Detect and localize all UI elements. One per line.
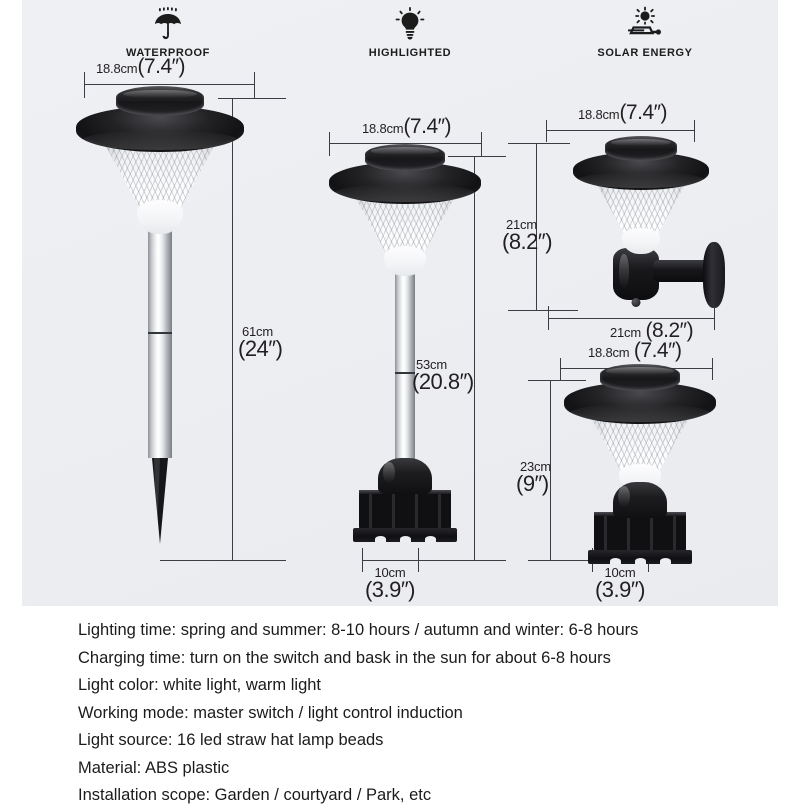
- dimension-in: (8.2″): [645, 319, 694, 342]
- dimension-in: (8.2″): [502, 229, 553, 255]
- post-bottom-guide: [528, 560, 590, 561]
- dimension-in: (7.4″): [137, 55, 186, 78]
- wall-width-tick-right: [694, 120, 695, 142]
- dimension-cm: 61cm: [242, 324, 273, 339]
- stake-lamp-illustration: [60, 80, 260, 580]
- wall-depth-tick-right: [714, 306, 715, 330]
- spec-line: Material: ABS plastic: [78, 758, 230, 777]
- base-notch: [375, 536, 386, 542]
- stake-width-dimension: [96, 56, 185, 77]
- wall-width-tick-left: [546, 120, 547, 142]
- spec-line: Charging time: turn on the switch and bask in the sun for about 6-8 hours: [78, 648, 611, 667]
- pillar-width-tick-left: [329, 132, 330, 156]
- post-width-tick-left: [560, 358, 561, 380]
- dimension-cm: 18.8cm: [362, 121, 404, 136]
- wall-height-dimension: [502, 218, 552, 254]
- dimension-in: (7.4″): [633, 339, 682, 362]
- dimension-cm: 10cm: [604, 565, 636, 580]
- umbrella-rain-icon: [68, 6, 268, 40]
- feature-label: SOLAR ENERGY: [597, 47, 693, 59]
- post-height-dimension: [516, 460, 551, 496]
- wall-width-dimension: [578, 102, 667, 123]
- stake-width-rule: [84, 84, 254, 85]
- post-base-dimension: [585, 566, 655, 602]
- dimension-cm: 23cm: [520, 459, 551, 474]
- base-notch: [660, 558, 671, 564]
- wall-lamp-illustration: [545, 130, 735, 320]
- wall-depth-tick-left: [548, 306, 549, 330]
- stake-top-guide: [218, 98, 286, 99]
- dimension-in: (3.9″): [364, 577, 416, 603]
- feature-solar-energy: [545, 6, 745, 59]
- feature-highlighted: [310, 6, 510, 59]
- dimension-cm: 21cm: [506, 217, 537, 232]
- pillar-base-dimension: [355, 566, 425, 602]
- light-bulb-icon: [310, 6, 510, 40]
- dimension-cm: 18.8cm: [578, 107, 620, 122]
- stake-height-dimension: [238, 325, 282, 361]
- wall-mount-plate: [703, 242, 725, 308]
- solar-panel-sun-icon: [545, 6, 745, 40]
- base-notch: [425, 536, 436, 542]
- dimension-in: (20.8″): [412, 369, 474, 395]
- pillar-width-tick-right: [481, 132, 482, 156]
- dimension-cm: 18.8cm: [588, 345, 630, 360]
- base-notch: [610, 558, 621, 564]
- dimension-in: (3.9″): [594, 577, 646, 603]
- post-top-guide: [528, 380, 586, 381]
- pillar-lamp-illustration: [315, 140, 495, 570]
- post-width-tick-right: [712, 358, 713, 380]
- feature-waterproof: [68, 6, 268, 59]
- wall-width-rule: [546, 130, 694, 131]
- pillar-bottom-guide: [418, 560, 506, 561]
- dimension-cm: 18.8cm: [96, 61, 138, 76]
- dimension-in: (9″): [516, 471, 549, 497]
- dimension-cm: 53cm: [416, 357, 447, 372]
- wall-depth-dimension: [610, 320, 693, 341]
- spec-line: Lighting time: spring and summer: 8-10 hours / autumn and winter: 6-8 hours: [78, 621, 639, 639]
- spec-line: Installation scope: Garden / courtyard / Park, etc: [78, 786, 432, 804]
- wall-bottom-guide: [508, 310, 578, 311]
- post-lamp-illustration: [545, 360, 735, 570]
- dimension-in: (7.4″): [403, 115, 452, 138]
- pillar-top-guide: [448, 156, 506, 157]
- post-width-dimension: [588, 340, 682, 361]
- spec-line: Light color: white light, warm light: [78, 676, 322, 694]
- dimension-cm: 10cm: [374, 565, 406, 580]
- pillar-base-rule: [362, 560, 418, 561]
- stake-width-tick-left: [84, 72, 85, 98]
- dimension-in: (24″): [238, 336, 283, 362]
- stake-height-rule: [232, 98, 233, 560]
- pillar-height-dimension: [412, 358, 474, 394]
- pillar-height-rule: [474, 156, 475, 560]
- stake-bottom-guide: [160, 560, 286, 561]
- dimension-cm: 21cm: [610, 325, 641, 340]
- specification-list: [78, 617, 778, 810]
- base-notch: [635, 558, 646, 564]
- feature-label: HIGHLIGHTED: [368, 47, 452, 59]
- spec-line: Light source: 16 led straw hat lamp beads: [78, 731, 384, 749]
- wall-bracket-knob: [632, 298, 641, 307]
- stake-width-tick-right: [254, 72, 255, 98]
- dimension-in: (7.4″): [619, 101, 668, 124]
- base-notch: [400, 536, 411, 542]
- spec-line: Working mode: master switch / light control induction: [78, 703, 463, 722]
- wall-top-guide: [508, 143, 570, 144]
- pillar-width-dimension: [362, 116, 451, 137]
- feature-label: WATERPROOF: [125, 47, 210, 59]
